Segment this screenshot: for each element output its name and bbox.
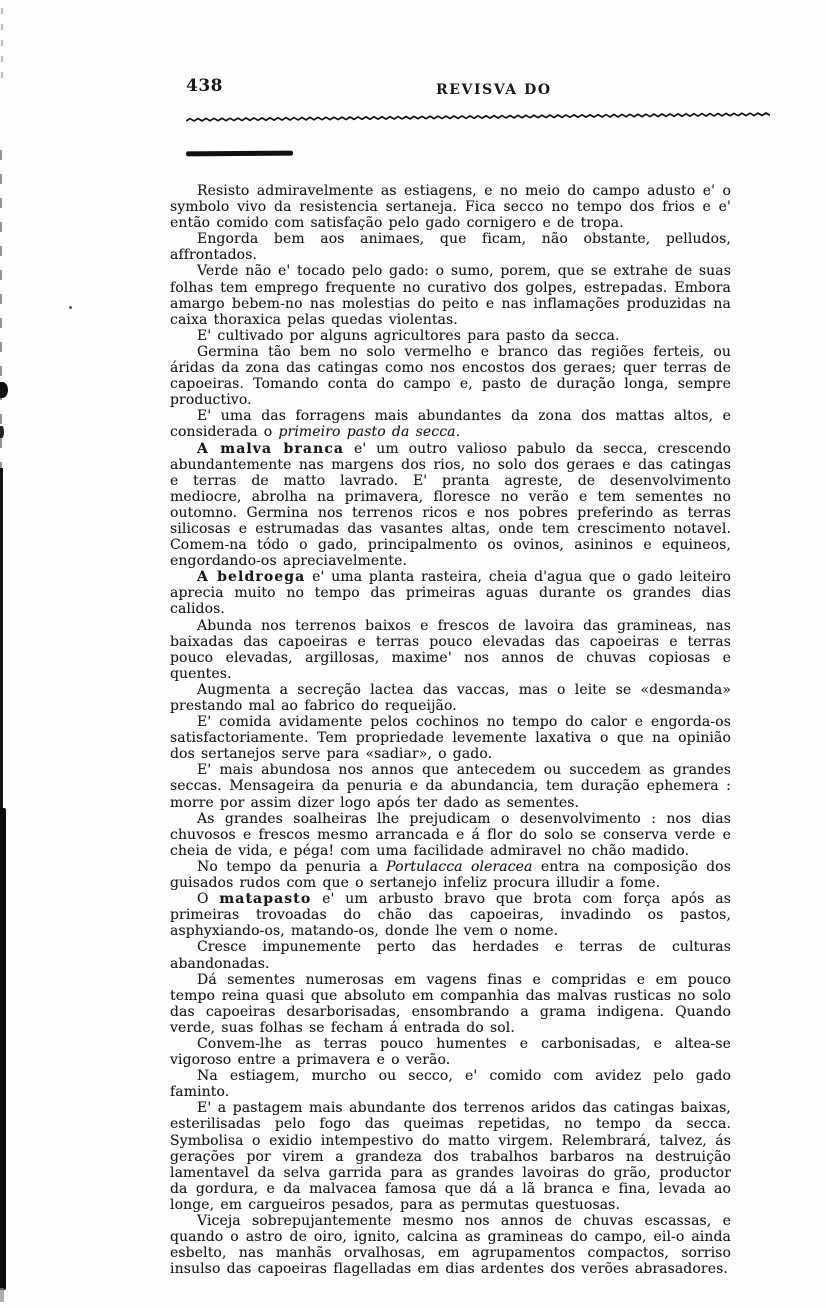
- text-segment: A malva branca: [197, 440, 345, 457]
- text-segment: e' uma planta rasteira, cheia d'agua que o gado leiteiro aprecia muito no tempo das primeiras aguas durante os grandes dias calidos.: [170, 569, 731, 618]
- paragraph: [170, 328, 731, 344]
- scan-artifact-left-edge: [0, 150, 2, 470]
- text-segment: entra na composição dos guisados rudos com que o sertanejo infeliz procura illudir a fome.: [170, 858, 731, 892]
- paragraph: [170, 344, 731, 408]
- paragraph: [170, 441, 731, 570]
- scan-artifact-left-edge: [0, 1288, 4, 1302]
- paragraph: [170, 618, 731, 682]
- running-head: REVISVA DO: [436, 82, 552, 98]
- text-segment: E' a pastagem mais abundante dos terrenos aridos das catingas baixas, esterilisadas pelo fogo das queimas repetidas, no tempo da secca. Symbolisa o exidio intempestivo do matto virgem. Relembrará, talvez, ás gerações por virem a grandeza dos trabalhos barbaros na destruição lamentavel da selva garrida para as grandes lavoiras do grão, productor da gordura, e da malvacea famosa que dá a lã branca e fina, levada ao longe, em cargueiros pesados, para as permutas questuosas.: [170, 1100, 731, 1213]
- text-segment: Portulacca oleracea: [386, 858, 533, 875]
- text-segment: O: [197, 891, 220, 908]
- paragraph: [170, 408, 731, 440]
- paragraph: [170, 1068, 731, 1100]
- paragraph: [170, 263, 731, 327]
- text-segment: E' comida avidamente pelos cochinos no tempo do calor e engorda-os satisfactoriamente. Tem propriedade levemente laxativa o que na opinião dos sertanejos serve para «sadiar», o gado.: [170, 714, 731, 763]
- text-segment: Abunda nos terrenos baixos e frescos de lavoira das gramineas, nas baixadas das capoeiras e terras pouco elevadas das capoeiras e terras pouco elevadas, argillosas, maxime' nos annos de chuvas copiosas e quentes.: [170, 617, 731, 682]
- paragraph: [170, 1036, 731, 1068]
- paragraph: [170, 762, 731, 810]
- scan-artifact-left-edge: [0, 808, 6, 1290]
- text-segment: Convem-lhe as terras pouco humentes e carbonisadas, e altea-se vigoroso entre a primavera e o verão.: [170, 1035, 731, 1069]
- scan-artifact-left-edge: [0, 382, 8, 398]
- paragraph: [170, 714, 731, 762]
- paragraph: [170, 231, 731, 263]
- paragraph: [170, 859, 731, 891]
- text-segment: E' uma das forragens mais abundantes da zona dos mattas altos, e considerada o: [170, 408, 731, 441]
- article-text: [170, 183, 731, 1277]
- paragraph: [170, 1100, 731, 1213]
- text-segment: Cresce impunemente perto das herdades e terras de culturas abandonadas.: [170, 939, 731, 972]
- paragraph: [170, 891, 731, 939]
- text-segment: E' cultivado por alguns agricultores para pasto da secca.: [197, 327, 620, 344]
- text-segment: As grandes soalheiras lhe prejudicam o desenvolvimento : nos dias chuvosos e frescos mesmo arrancada e á flor do solo se conserva verde e cheia de vida, e péga! com uma facilidade admiravel no chão madido.: [170, 810, 731, 859]
- section-rule: [186, 151, 293, 157]
- text-segment: Dá sementes numerosas em vagens finas e compridas e em pouco tempo reina quasi que absoluto em companhia das malvas rusticas no solo das capoeiras desarborisadas, ensombrando a grama indigena. Quando verde, suas folhas se fecham á entrada do sol.: [170, 971, 731, 1036]
- paragraph: [170, 972, 731, 1036]
- paragraph: [170, 183, 731, 231]
- scan-speck: [69, 306, 72, 309]
- text-segment: Verde não e' tocado pelo gado: o sumo, porem, que se extrahe de suas folhas tem emprego frequente no curativo dos golpes, estrepadas. Embora amargo bebem-no nas molestias do peito e nas inflamações produzidas na caixa thoraxica pelas quedas violentas.: [170, 263, 731, 328]
- text-segment: No tempo da penuria a: [197, 858, 387, 875]
- text-segment: .: [455, 424, 461, 441]
- paragraph: [170, 939, 731, 971]
- paragraph: [170, 811, 731, 859]
- paragraph: [170, 682, 731, 714]
- text-segment: e' um arbusto bravo que brota com força após as primeiras trovoadas do chão das capoeiras, invadindo os pastos, asphyxiando-os, matando-os, donde lhe vem o nome.: [170, 891, 731, 940]
- header-rule-wavy: [186, 104, 770, 120]
- text-segment: Na estiagem, murcho ou secco, e' comido com avidez pelo gado faminto.: [170, 1068, 731, 1101]
- text-segment: Germina tão bem no solo vermelho e branco das regiões ferteis, ou áridas da zona das catingas como nos encostos dos geraes; quer terras de capoeiras. Tomando conta do campo e, pasto de duração longa, sempre productivo.: [170, 343, 731, 409]
- scan-artifact-left-edge: [1, 8, 3, 78]
- scan-artifact-left-edge: [0, 468, 3, 812]
- text-segment: e' um outro valioso pabulo da secca, crescendo abundantemente nas margens dos rios, no solo dos geraes e das catingas e terras de matto lavrado. E' pranta agreste, de desenvolvimento mediocre, abrolha na primavera, floresce no verão e tem sementes no outomno. Germina nos terrenos ricos e nos pobres preferindo as terras silicosas e estrumadas das vasantes altas, onde tem crescimento notavel. Comem-na tódo o gado, principalmento os ovinos, asininos e equineos, engordando-os apreciavelmente.: [170, 440, 731, 570]
- page-number: 438: [186, 76, 223, 96]
- text-segment: Augmenta a secreção lactea das vaccas, mas o leite se «desmanda» prestando mal ao fabrico do requeijão.: [170, 681, 731, 714]
- text-segment: Engorda bem aos animaes, que ficam, não obstante, pelludos, affrontados.: [170, 231, 731, 264]
- text-segment: A beldroega: [197, 569, 306, 586]
- text-segment: matapasto: [219, 891, 312, 908]
- text-segment: primeiro pasto da secca: [278, 424, 456, 441]
- scan-artifact-left-edge: [0, 426, 4, 438]
- paragraph: [170, 569, 731, 617]
- text-segment: Viceja sobrepujantemente mesmo nos annos de chuvas escassas, e quando o astro de oiro, ignito, calcina as gramineas do campo, eil-o ainda esbelto, nas manhãs orvalhosas, em agrupamentos compactos, sorriso insulso das capoeiras flagelladas em dias ardentes dos verões abrasadores.: [170, 1213, 731, 1278]
- paragraph: [170, 1213, 731, 1277]
- text-segment: Resisto admiravelmente as estiagens, e no meio do campo adusto e' o symbolo vivo da resistencia sertaneja. Fica secco no tempo dos frios e e' então comido com satisfação pelo gado cornigero e de tropa.: [170, 183, 731, 232]
- text-segment: E' mais abundosa nos annos que antecedem ou succedem as grandes seccas. Mensageira da penuria e da abundancia, tem duração ephemera : morre por assim dizer logo após ter dado as sementes.: [170, 762, 731, 811]
